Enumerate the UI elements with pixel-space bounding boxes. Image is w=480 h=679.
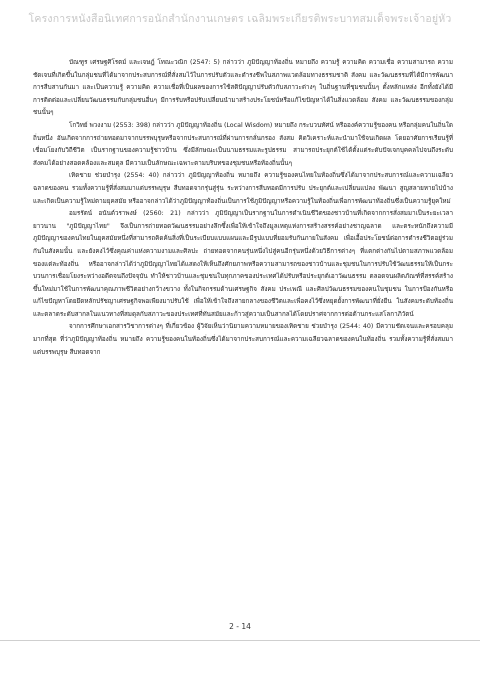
paragraph-2: โกวิทย์ พวงงาม (2553: 398) กล่าวว่า ภูมิปัญญาท้องถิ่น (Local Wisdom) หมายถึง กระบวนทัศน์ หรือองค์ความรู้ของคน หรือกลุ่มคนในถิ่นใดถิ่นหนึ่ง อันเกิดจากการถ่ายทอดมาจากบรรพบุรุษหรือจากประสบการณ์ที่ผ่านการกลั่นกรอง สังสม คิดวิเคราะห์และนำมาใช้จนเกิดผล โดยอาศัยการเรียนรู้ที่เชื่อมโยงกับวิถีชีวิต เป็นรากฐานของความรู้ชาวบ้าน ซึ่งมีลักษณะเป็นนามธรรมและรูปธรรม สามารถประยุกต์ใช้ได้ตั้งแต่ระดับปัจเจกบุคคลไปจนถึงระดับสังคมได้อย่างสอดคล้องและสมดุล มีความเป็นลักษณะเฉพาะตามบริบทของชุมชนหรือท้องถิ่นนั้นๆ: [33, 121, 453, 167]
paragraph-5: จากการศึกษาเอกสารวิชาการต่างๆ ที่เกี่ยวข้อง ผู้วิจัยเห็นว่านิยามความหมายของเทิดชาย ช่วยบำรุง (2544: 40) มีความชัดเจนและครอบคลุมมากที่สุด ที่ว่าภูมิปัญญาท้องถิ่น หมายถึง ความรู้ของคนในท้องถิ่นซึ่งได้มาจากประสบการณ์และความเฉลียวฉลาดของคนในท้องถิ่น รวมทั้งความรู้ที่สั่งสมมาแต่บรรพบุรุษ สืบทอดจาก: [33, 323, 453, 356]
page-number: 2 - 14: [229, 622, 251, 631]
footer-divider: [0, 640, 480, 641]
paragraph-4: อมรรัตน์ อนันต์วราพงษ์ (2560: 21) กล่าวว่า ภูมิปัญญาเป็นรากฐานในการดำเนินชีวิตของชาวบ้านที่เกิดจากการสั่งสมมาเป็นระยะเวลายาวนาน "ภูมิปัญญาไทย" จึงเป็นการถ่ายทอดวัฒนธรรมอย่างลึกซึ้งเพื่อให้เข้าใจถึงมูลเหตุแห่งการสร้างสรรค์อย่างชาญฉลาด และตระหนักถึงความมีภูมิปัญญาของคนไทยในยุคสมัยหนึ่งที่สามารถคิดค้นสิ่งที่เป็นระเบียบแบบแผนและมีรูปแบบที่ยอมรับกันภายในสังคม เพื่อเอื้อประโยชน์ต่อการดำรงชีวิตอยู่ร่วมกันในสังคมนั้น และยังคงไว้ซึ่งคุณค่าแห่งความงามและศิลปะ ถ่ายทอดจากคนรุ่นหนึ่งไปสู่คนอีกรุ่นหนึ่งด้วยวิธีการต่างๆ ที่แตกต่างกันไปตามสภาพแวดล้อมของแต่ละท้องถิ่น หรืออาจกล่าวได้ว่าภูมิปัญญาไทยได้แสดงให้เห็นถึงศักยภาพหรือความสามารถของชาวบ้านและชุมชนในการปรับใช้วัฒนธรรมให้เป็นกระบวนการเชื่อมโยงระหว่างอดีตจนถึงปัจจุบัน ทำให้ชาวบ้านและชุมชนในทุกภาคของประเทศได้ปรับหรือประยุกต์เอาวัฒนธรรม ตลอดจนผลิตภัณฑ์ที่สรรค์สร้างขึ้นใหม่มาใช้ในการพัฒนาคุณภาพชีวิตอย่างกว้างขวาง ทั้งในกิจกรรมด้านเศรษฐกิจ สังคม ประเพณี และศิลปวัฒนธรรมของคนในชุมชน ในการป้องกันหรือแก้ไขปัญหาโดยยึดหลักปรัชญาเศรษฐกิจพอเพียงมาปรับใช้ เพื่อให้เข้าใจถึงสายกลางของชีวิตและเพื่อคงไว้ซึ่งหยุดยั้งการพัฒนาที่ยั่งยืน ในสังคมระดับท้องถิ่นและตลาดระดับสากลในแนวทางที่สมดุลกับสภาวะของประเทศที่ทันสมัยและก้าวสู่ความเป็นสากลได้โดยปราศจากการต่อต้านกระแสโลกาภิวัตน์: [33, 210, 453, 318]
running-header: โครงการหนังสือนิเทศการอนักสำนักงานเกษตร เฉลิมพระเกียรติพระบาทสมเด็จพระเจ้าอยู่หัว: [28, 13, 452, 25]
paragraph-1: บัณฑูร เศรษฐศิโรตม์ และเจษฎ์ โทณะวณิก (2547: 5) กล่าวว่า ภูมิปัญญาท้องถิ่น หมายถึง ความรู้ ความคิด ความเชื่อ ความสามารถ ความชัดเจนที่เกิดขึ้นในกลุ่มชนที่ได้มาจากประสบการณ์ที่สั่งสมไว้ในการปรับตัวและดำรงชีพในสภาพแวดล้อมทางธรรมชาติ สังคม และวัฒนธรรมที่ได้มีการพัฒนา การสืบสานกันมา และเป็นความรู้ ความคิด ความเชื่อที่เป็นผลของการใช้สติปัญญาปรับตัวกับสภาวะต่างๆ ในถิ่นฐานที่ชุมชนนั้นๆ ตั้งหลักแหล่ง อีกทั้งยังได้มีการติดต่อและเปลี่ยนวัฒนธรรมกับกลุ่มชนอื่นๆ มีการรับหรือปรับเปลี่ยนนำมาสร้างประโยชน์หรือแก้ไขปัญหาได้ในสิ่งแวดล้อม สังคม และวัฒนธรรมของกลุ่มชนนั้นๆ: [33, 59, 453, 117]
page-body: [33, 57, 453, 359]
paragraph-3: เทิดชาย ช่วยบำรุง (2554: 40) กล่าวว่า ภูมิปัญญาท้องถิ่น หมายถึง ความรู้ของคนไทยในท้องถิ่นซึ่งได้มาจากประสบการณ์และความเฉลียวฉลาดของคน รวมทั้งความรู้ที่สั่งสมมาแต่บรรพบุรุษ สืบทอดจากรุ่นสู่รุ่น ระหว่างการสืบทอดมีการปรับ ประยุกต์และเปลี่ยนแปลง พัฒนา สูญสลายหายไปบ้างและเกิดเป็นความรู้ใหม่ตามยุคสมัย หรืออาจกล่าวได้ว่าภูมิปัญญาท้องถิ่นเป็นการใช้ภูมิปัญญาหรือความรู้ในท้องถิ่นเพื่อการพัฒนาท้องถิ่นซึ่งเป็นความรู้ยุคใหม่: [33, 172, 453, 205]
